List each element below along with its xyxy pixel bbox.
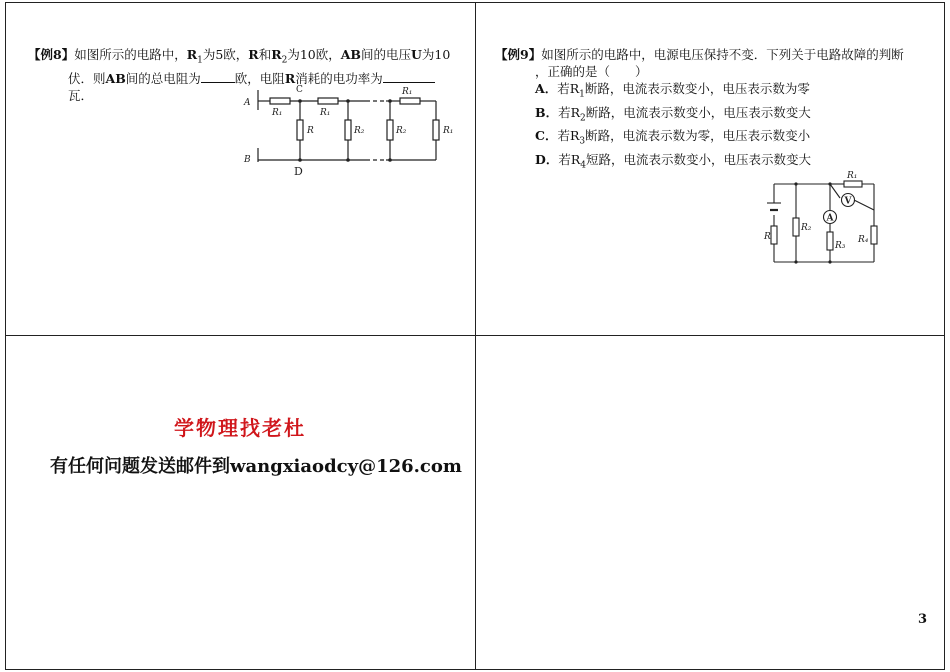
q8-text: 和 <box>258 47 272 62</box>
resistor-label-r1: R₁ <box>443 126 454 136</box>
terminal-b-label: B <box>244 155 251 165</box>
q8-r1: R <box>186 47 198 62</box>
option-text: 若R <box>557 128 580 143</box>
q8-text: 欧，电阻 <box>234 70 285 86</box>
page-number: 3 <box>918 612 928 627</box>
q8-r2-sub: 2 <box>281 55 288 66</box>
question-8-tag: 【例8】 <box>28 47 75 62</box>
option-sub: 1 <box>579 89 585 100</box>
q8-text: 为10欧， <box>287 47 341 62</box>
q8-r: R <box>248 47 259 62</box>
q8-r2: R <box>271 47 282 62</box>
option-letter: C． <box>535 128 558 143</box>
option-sub: 4 <box>580 160 586 170</box>
terminal-a-label: A <box>244 98 251 108</box>
resistor-label-r3: R₃ <box>835 241 846 251</box>
q8-text: 间的电压 <box>361 47 412 62</box>
q8-text: 消耗的电功率为 <box>295 70 383 86</box>
option-a[interactable] <box>495 80 935 104</box>
question-8-line-3: 瓦． <box>68 87 94 103</box>
q8-u: U <box>411 47 422 62</box>
q8-text: 为5欧， <box>202 47 249 62</box>
ammeter-icon: A <box>826 213 834 224</box>
promo-contact: 有任何问题发送邮件到wangxiaodcy@126.com <box>50 456 462 477</box>
resistor-label-r2: R₂ <box>801 223 812 233</box>
resistor-label-r1: R₁ <box>272 108 283 118</box>
option-sub: 2 <box>580 113 586 123</box>
q8-text: 伏．则 <box>68 70 106 86</box>
resistor-label-r: R <box>307 126 314 136</box>
vertical-divider <box>475 2 476 670</box>
question-9-line-1 <box>495 46 935 63</box>
resistor-label-r2: R₂ <box>396 126 407 136</box>
option-text: 若R <box>558 151 581 167</box>
q8-text: 为10 <box>421 47 451 62</box>
promo-title: 学物理找老杜 <box>174 416 306 440</box>
option-text: 断路，电流表示数变小，电压表示数变大 <box>585 104 811 120</box>
option-text: 短路，电流表示数变小，电压表示数变大 <box>586 151 812 167</box>
question-8-line-1 <box>28 46 458 70</box>
option-text: 若R <box>558 104 580 120</box>
circuit-diagram-8 <box>238 80 458 182</box>
q8-r: R <box>284 70 296 86</box>
node-d-label: D <box>294 165 303 178</box>
option-text: 断路，电流表示数为零，电压表示数变小 <box>585 128 811 143</box>
answer-blank-resistance[interactable] <box>201 70 235 83</box>
option-letter: D． <box>535 151 559 167</box>
resistor-label-r1: R₁ <box>320 108 331 118</box>
circuit-diagram-9 <box>762 170 880 265</box>
option-sub: 3 <box>579 136 586 147</box>
option-b[interactable] <box>495 104 935 128</box>
option-letter: A． <box>535 81 558 96</box>
q8-r1-sub: 1 <box>197 55 203 66</box>
option-letter: B． <box>535 104 559 120</box>
option-text: 若R <box>557 81 580 96</box>
resistor-label-r1: R₁ <box>402 87 413 97</box>
resistor-label-r2: R₂ <box>354 126 365 136</box>
option-c[interactable] <box>495 127 935 151</box>
voltmeter-icon: V <box>844 196 852 207</box>
node-c-label: C <box>296 85 303 95</box>
q8-text: 间的总电阻为 <box>125 70 201 86</box>
resistor-label-r4: R₄ <box>858 235 869 245</box>
question-9-tag: 【例9】 <box>495 47 542 62</box>
q8-text: 如图所示的电路中， <box>74 47 187 62</box>
question-9-line-2: ，正确的是（ ） <box>535 64 648 79</box>
q8-ab: AB <box>340 47 361 62</box>
q8-ab: AB <box>105 70 126 86</box>
horizontal-divider <box>5 335 945 336</box>
question-9 <box>495 46 935 174</box>
option-text: 断路，电流表示数变小，电压表示数为零 <box>584 81 810 96</box>
resistor-label-r: R <box>764 232 771 242</box>
q9-stem: 如图所示的电路中，电源电压保持不变．下列关于电路故障的判断 <box>541 47 904 62</box>
resistor-label-r1: R₁ <box>847 171 858 181</box>
